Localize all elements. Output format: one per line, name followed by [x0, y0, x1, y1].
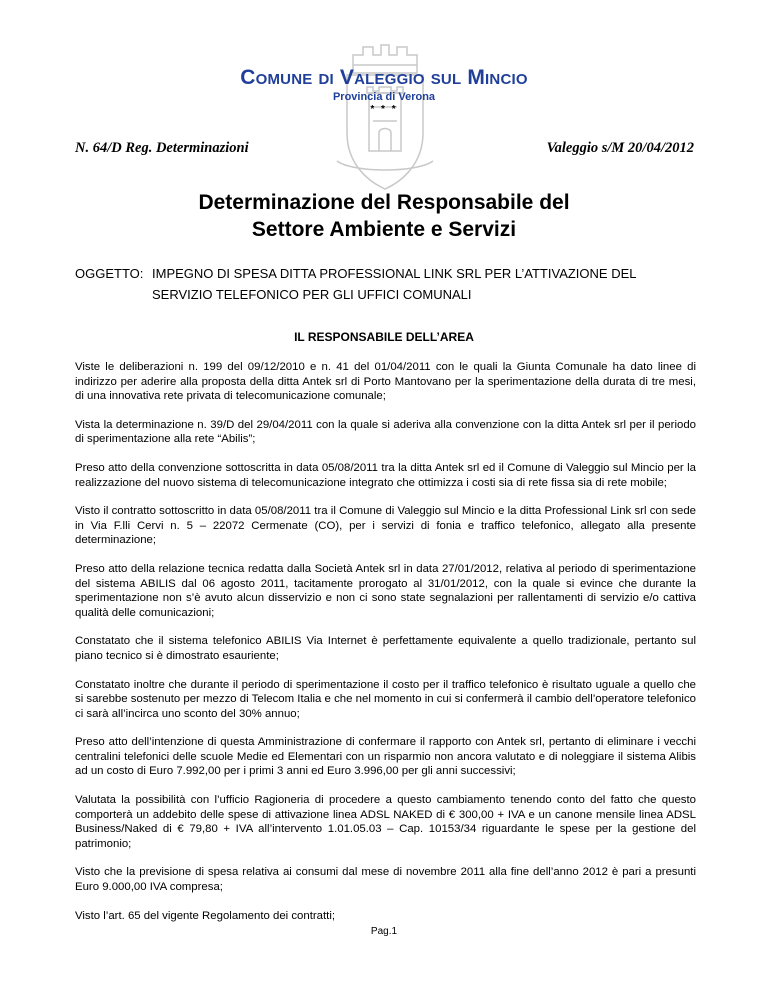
paragraph: Viste le deliberazioni n. 199 del 09/12/2010 e n. 41 del 01/04/2011 con le quali la Giunta Comunale ha dato linee di indirizzo per aderire alla proposta della ditta Antek srl di Porto Mantovano per la sperimentazione della durata di tre mesi, di una innovativa rete privata di telecomunicazione comunale; [75, 361, 696, 403]
body-text [75, 360, 696, 937]
paragraph: Constatato inoltre che durante il periodo di sperimentazione il costo per il traffico telefonico è risultato uguale a quello che si sarebbe sostenuto per mezzo di Telecom Italia e che nel momento in cui si confermerà il cambio dell’operatore telefonico ci sarà all’incirca uno sconto del 30% annuo; [75, 678, 696, 720]
document-title-line-2: Settore Ambiente e Servizi [251, 218, 517, 241]
paragraph: Preso atto dell’intenzione di questa Amministrazione di confermare il rapporto con Antek srl, pertanto di eliminare i vecchi centralini telefonici delle scuole Medie ed Elementari con un risparmio non ancora valutato e di noleggiare il sistema Alibis ad un costo di Euro 7.992,00 per i primi 3 anni ed Euro 3.996,00 per gli anni successivi; [75, 736, 696, 778]
paragraph: Constatato che il sistema telefonico ABILIS Via Internet è perfettamente equivalente a quello tradizionale, pertanto sul piano tecnico si è dimostrato esauriente; [75, 635, 696, 662]
paragraph: Preso atto della convenzione sottoscritta in data 05/08/2011 tra la ditta Antek srl ed il Comune di Valeggio sul Mincio per la realizzazione del nuovo sistema di telecomunicazione integrato che ottimizza i costi sia di rete fissa sia di rete mobile; [75, 461, 696, 489]
subject-line-1 [75, 263, 700, 284]
comune-title: Comune di Valeggio sul Mincio [240, 66, 528, 89]
letterhead [0, 66, 768, 116]
paragraph: Valutata la possibilità con l’ufficio Ragioneria di procedere a questo cambiamento tenendo conto del fatto che questo comporterà un addebito delle spese di attivazione linea ADSL NAKED di € 300,00 + IVA e un canone mensile linea ADSL Business/Naked di € 79,80 + IVA all’intervento 1.01.05.03 – Cap. 10153/34 riguardante le spese per la gestione del patrimonio; [75, 794, 696, 850]
place-date: Valeggio s/M 20/04/2012 [546, 140, 694, 156]
subject-text-2: SERVIZIO TELEFONICO PER GLI UFFICI COMUNALI [152, 287, 472, 302]
paragraph: Preso atto della relazione tecnica redatta dalla Società Antek srl in data 27/01/2012, relativa al periodo di sperimentazione del sistema ABILIS dal 06 agosto 2011, tacitamente prorogato al 31/01/2012, con la quale si evince che durante la sperimentazione non s’è avuto alcun disservizio e non ci sono state segnalazioni per rallentamenti di servizio e/o cattiva qualità delle comunicazioni; [75, 562, 696, 619]
registration-number: N. 64/D Reg. Determinazioni [75, 140, 249, 156]
stars-separator: * * * [370, 104, 398, 115]
subject-text-1: IMPEGNO DI SPESA DITTA PROFESSIONAL LINK SRL PER L’ATTIVAZIONE DEL [152, 266, 637, 281]
paragraph: Visto l’art. 65 del vigente Regolamento dei contratti; [75, 909, 336, 922]
provincia-label: Provincia di Verona [332, 91, 436, 103]
page-number: Pag.1 [370, 926, 398, 937]
subject-label: OGGETTO: [75, 266, 144, 281]
paragraph: Vista la determinazione n. 39/D del 29/04/2011 con la quale si aderiva alla convenzione con la ditta Antek srl per il periodo di sperimentazione alla rete “Abilis”; [75, 418, 696, 446]
document-title [0, 189, 768, 243]
document-title-line-1: Determinazione del Responsabile del [198, 191, 570, 214]
section-heading: IL RESPONSABILE DELL’AREA [294, 330, 474, 344]
paragraph: Visto che la previsione di spesa relativa ai consumi dal mese di novembre 2011 alla fine dell’anno 2012 è pari a presunti Euro 9.000,00 IVA compresa; [75, 866, 696, 894]
paragraph: Visto il contratto sottoscritto in data 05/08/2011 tra il Comune di Valeggio sul Mincio e la ditta Professional Link srl con sede in Via F.lli Cervi n. 5 – 22072 Cermenate (CO), per i servizi di fonia e traffico telefonico, allegato alla presente determinazione; [75, 505, 696, 547]
subject-block [75, 263, 700, 305]
